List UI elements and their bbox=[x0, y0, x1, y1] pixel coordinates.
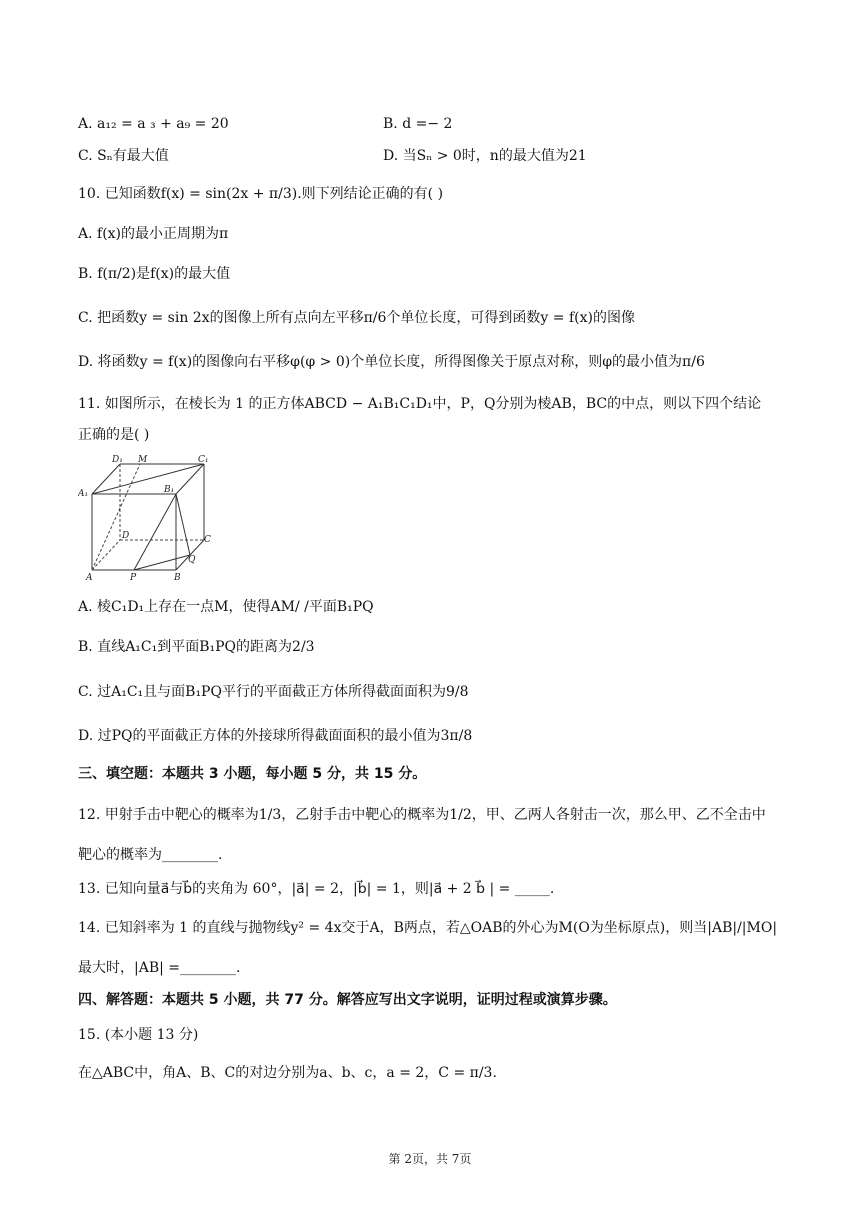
q14-line1: 14. 已知斜率为 1 的直线与抛物线y² = 4x交于A，B两点，若△OAB的外心为M(O为坐标原点)，则当|AB|/|MO| bbox=[78, 920, 778, 936]
q12-line1: 12. 甲射手击中靶心的概率为1/3，乙射手击中靶心的概率为1/2，甲、乙两人各射击一次，那么甲、乙不全击中 bbox=[78, 807, 766, 823]
q11-option-d: D. 过PQ的平面截正方体的外接球所得截面面积的最小值为3π/8 bbox=[78, 728, 473, 744]
cube-figure bbox=[78, 452, 218, 587]
q9-option-c: C. Sₙ有最大值 bbox=[78, 148, 169, 164]
q10-option-b: B. f(π/2)是f(x)的最大值 bbox=[78, 266, 231, 282]
label-m: M bbox=[138, 455, 148, 465]
q10-option-c: C. 把函数y = sin 2x的图像上所有点向左平移π/6个单位长度，可得到函数y = f(x)的图像 bbox=[78, 310, 635, 326]
q9-option-d: D. 当Sₙ > 0时，n的最大值为21 bbox=[383, 148, 587, 164]
label-p: P bbox=[130, 573, 137, 583]
q15-title: 15. (本小题 13 分) bbox=[78, 1027, 199, 1043]
section-4-heading: 四、解答题：本题共 5 小题，共 77 分。解答应写出文字说明，证明过程或演算步骤。 bbox=[78, 992, 617, 1008]
q13: 13. 已知向量a⃗与b⃗的夹角为 60°，|a⃗| = 2，|b⃗| = 1，则|a⃗ + 2 b⃗ | = _____. bbox=[78, 881, 555, 897]
label-c: C bbox=[204, 535, 211, 545]
q10-option-d: D. 将函数y = f(x)的图像向右平移φ(φ > 0)个单位长度，所得图像关于原点对称，则φ的最小值为π/6 bbox=[78, 354, 705, 370]
label-d: D bbox=[122, 531, 130, 541]
page-footer: 第 2页，共 7页 bbox=[388, 1152, 472, 1166]
label-a1: A₁ bbox=[78, 489, 89, 499]
q9-option-b: B. d =− 2 bbox=[383, 116, 453, 132]
q11-option-c: C. 过A₁C₁且与面B₁PQ平行的平面截正方体所得截面面积为9/8 bbox=[78, 684, 469, 700]
label-b1: B₁ bbox=[164, 485, 175, 495]
q15-line1: 在△ABC中，角A、B、C的对边分别为a、b、c，a = 2，C = π/3. bbox=[78, 1065, 497, 1081]
q11-option-b: B. 直线A₁C₁到平面B₁PQ的距离为2/3 bbox=[78, 639, 315, 655]
label-a: A bbox=[86, 573, 93, 583]
label-d1: D₁ bbox=[112, 455, 123, 465]
label-q: Q bbox=[188, 555, 196, 565]
q14-line2: 最大时，|AB| =________. bbox=[78, 960, 241, 976]
label-c1: C₁ bbox=[198, 455, 209, 465]
q11-stem-line2: 正确的是( ) bbox=[78, 427, 150, 443]
q10-stem: 10. 已知函数f(x) = sin(2x + π/3).则下列结论正确的有( ) bbox=[78, 186, 444, 202]
q9-option-a: A. a₁₂ = a ₃ + a₉ = 20 bbox=[78, 116, 229, 132]
label-b: B bbox=[174, 573, 181, 583]
section-3-heading: 三、填空题：本题共 3 小题，每小题 5 分，共 15 分。 bbox=[78, 766, 427, 782]
q10-option-a: A. f(x)的最小正周期为π bbox=[78, 226, 229, 242]
q11-option-a: A. 棱C₁D₁上存在一点M，使得AM/ /平面B₁PQ bbox=[78, 599, 374, 615]
q11-stem-line1: 11. 如图所示，在棱长为 1 的正方体ABCD − A₁B₁C₁D₁中，P，Q分别为棱AB，BC的中点，则以下四个结论 bbox=[78, 396, 762, 412]
q12-line2: 靶心的概率为________. bbox=[78, 847, 223, 863]
